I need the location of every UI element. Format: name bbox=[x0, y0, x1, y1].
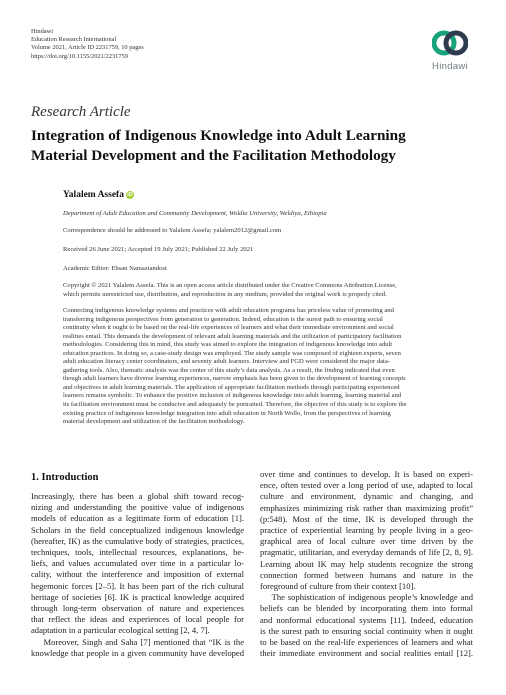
copyright-line: Copyright © 2021 Yalalem Assefa. This is an open access article distributed under the Creative Commons Attribution License, bbox=[63, 282, 397, 289]
body-line: is the surest path to ensuring social continuity when it ought bbox=[260, 625, 473, 636]
abstract-line: education practices. In doing so, a case-study design was employed. The study sample was composed of eighteen experts, seven bbox=[63, 349, 401, 357]
body-line: nizing and understanding the positive value of indigenous bbox=[31, 502, 244, 513]
copyright-line: which permits unrestricted use, distribution, and reproduction in any medium, provided the original work is properly cited. bbox=[63, 290, 387, 298]
article-type: Research Article bbox=[31, 104, 131, 120]
journal-header bbox=[31, 28, 331, 61]
academic-editor: Academic Editor: Ehsan Namaziandost bbox=[63, 265, 167, 272]
body-line: culture and environment, dynamic and changing, and bbox=[260, 491, 473, 502]
body-line: The sophistication of indigenous people’s knowledge and bbox=[260, 592, 473, 603]
body-line: models of education as a legitimate form of education [1]. bbox=[31, 513, 244, 524]
orcid-icon[interactable]: iD bbox=[127, 192, 133, 198]
body-line: Learning about IK may help students recognize the strong bbox=[260, 558, 473, 569]
abstract-line: existing practice of indigenous knowledge integration into adult education in North Wollo, from the perspectives of learning bbox=[63, 409, 391, 417]
volume-info: Volume 2021, Article ID 2231759, 10 pages bbox=[31, 44, 144, 52]
title-line: Material Development and the Facilitation Methodology bbox=[31, 146, 396, 164]
section-heading-introduction: 1. Introduction bbox=[31, 472, 99, 483]
correspondence: Correspondence should be addressed to Yalalem Assefa; yalalem2012@gmail.com bbox=[63, 227, 282, 234]
body-line: cality, without the interference and imposition of external bbox=[31, 569, 244, 580]
abstract bbox=[63, 307, 476, 427]
body-line: knowledge that people in a given community have developed bbox=[31, 647, 244, 658]
abstract-line: methodologies. Considering this in mind, this study was aimed to explore the integration of indigenous knowledge into adult bbox=[63, 341, 393, 349]
publisher-name: Hindawi bbox=[31, 28, 54, 35]
body-line: over time and continues to develop. It is based on experi- bbox=[260, 469, 473, 479]
doi-link[interactable]: https://doi.org/10.1155/2021/2231759 bbox=[31, 52, 128, 60]
body-line: emphasizes minimizing risk rather than maximizing profit” bbox=[260, 502, 473, 513]
body-line: pragmatic, utilitarian, and everyday demands of life [2, 8, 9]. bbox=[260, 547, 473, 558]
body-line: Increasingly, there has been a global shift toward recog- bbox=[31, 491, 244, 501]
body-line: to be based on the real-life experiences of learners and what bbox=[260, 637, 473, 648]
hindawi-logo[interactable] bbox=[420, 27, 480, 82]
body-line: foreground of culture from their context [10]. bbox=[260, 581, 416, 592]
body-line: practice of experiential learning by people living in a geo- bbox=[260, 525, 473, 536]
affiliation: Department of Adult Education and Community Development, Woldia University, Weldiya, Ethiopia bbox=[63, 210, 327, 217]
body-line: hegemonic forces [2–5]. It has been part of the rich cultural bbox=[31, 580, 244, 591]
body-line: and nonformal educational systems [11]. Indeed, education bbox=[260, 614, 473, 625]
body-line: (p:548). Most of the time, IK is developed through the bbox=[260, 513, 473, 524]
body-line: Moreover, Singh and Saha [7] mentioned that “IK is the bbox=[31, 636, 244, 647]
copyright-notice bbox=[63, 282, 483, 299]
body-line: (hereafter, IK) as the cumulative body of strategies, practices, bbox=[31, 535, 244, 546]
abstract-line: and objectives in adult learning materials. The application of appropriate facilitation methods through participating experienced bbox=[63, 383, 400, 391]
article-title bbox=[31, 126, 476, 165]
logo-text: Hindawi bbox=[432, 61, 468, 72]
abstract-line: realities entail. This demands the development of relevant adult learning materials and the utilization of participatory facilitation bbox=[63, 332, 402, 340]
body-line: connection formed between humans and nature in the bbox=[260, 569, 473, 580]
abstract-line: transferring indigenous perspectives from generation to generation. Indeed, education is the surest path to ensuring social bbox=[63, 315, 383, 323]
body-line: their immediate environment and social realities entail [12]. bbox=[260, 648, 473, 659]
body-line: graphical area of local culture over time driven by the bbox=[260, 536, 473, 547]
abstract-line: its facilitation environment must be conducive and adequately be portraited. Therefore, the objective of this study is to explore the bbox=[63, 401, 407, 409]
body-line: heritage of societies [6]. IK is practical knowledge acquired bbox=[31, 591, 244, 602]
author-line bbox=[63, 190, 134, 200]
abstract-line: Connecting indigenous knowledge systems and practices with adult education programs has priceless value of promoting and bbox=[63, 307, 394, 314]
abstract-line: adult education literacy center coordinators, and seventy adult learners. Interview and FGD were considered the major data- bbox=[63, 358, 390, 366]
abstract-line: gathering tools. Also, thematic analysis was the center of this study’s data analysis. As a result, the finding indicated that even bbox=[63, 366, 395, 374]
body-line: Scholars in the field conceptualized indigenous knowledge bbox=[31, 524, 244, 535]
body-line: ence, often tested over a long period of use, adapted to local bbox=[260, 480, 473, 491]
body-line: beliefs can be blended by incorporating them into formal bbox=[260, 603, 473, 614]
journal-name: Education Research International bbox=[31, 36, 117, 44]
body-line: liefs, and values accumulated over time in a particular lo- bbox=[31, 558, 244, 569]
hindawi-logo-icon bbox=[432, 27, 468, 59]
body-line: adaptation in a particular ecological setting [2, 4, 7]. bbox=[31, 625, 210, 636]
abstract-line: learners remains symbolic. To enhance the positive inclusion of indigenous knowledge into adult learning, learning material and bbox=[63, 392, 402, 400]
publication-dates: Received 26 June 2021; Accepted 19 July 2021; Published 22 July 2021 bbox=[63, 246, 254, 253]
body-column-left bbox=[31, 491, 244, 659]
body-line: that reflect the ideas and experiences of local people for bbox=[31, 614, 244, 625]
abstract-line: material development and utilization of the facilitation methodology. bbox=[63, 418, 245, 426]
author-name[interactable]: Yalalem Assefa bbox=[63, 190, 124, 200]
body-line: techniques, tools, intellectual resources, explanations, be- bbox=[31, 547, 244, 558]
body-column-right bbox=[260, 469, 473, 659]
abstract-line: though adult learners have diverse learning experiences, narrow emphasis has been given to the development of learning concepts bbox=[63, 375, 406, 383]
body-line: through long-term observation of nature and experiences bbox=[31, 603, 244, 614]
title-line: Integration of Indigenous Knowledge into Adult Learning bbox=[31, 127, 406, 144]
abstract-line: continuity when it ought to be based on the real-life experiences of learners and what their immediate environment and social bbox=[63, 324, 394, 332]
